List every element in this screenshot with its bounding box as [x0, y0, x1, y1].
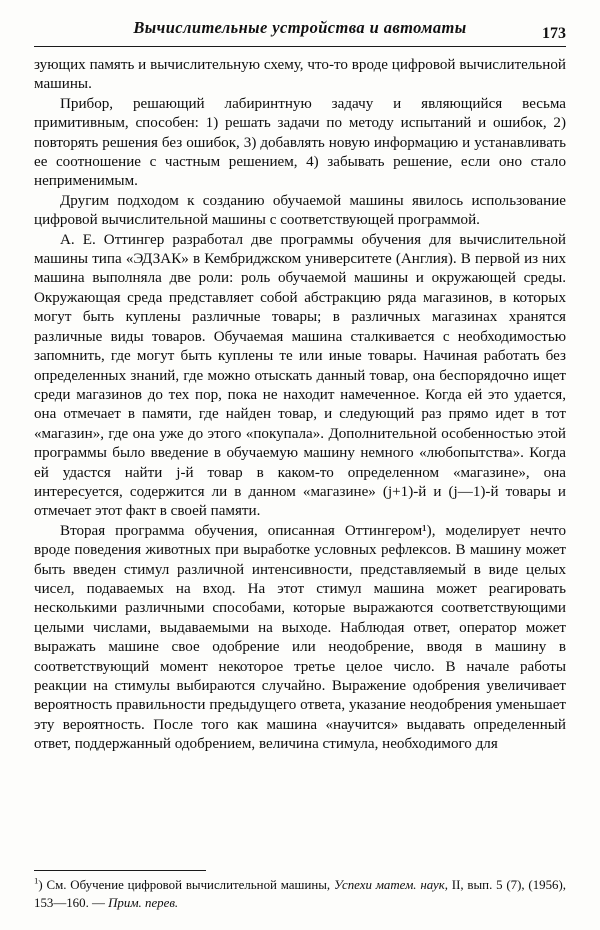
header-divider — [34, 46, 566, 47]
paragraph: зующих память и вычислительную схему, что-то вроде цифровой вычислительной машины. — [34, 57, 566, 93]
footnote-area — [34, 870, 566, 912]
running-title: Вычислительные устройства и автоматы — [133, 18, 467, 37]
footnote — [34, 877, 566, 912]
footnote-text-before: ) См. Обучение цифровой вычислительной машины, — [38, 878, 334, 893]
paragraph: А. Е. Оттингер разработал две программы обучения для вычислительной машины типа «ЭДЗАК» в Кембриджском университете (Англия). В первой из них машина выполняла две роли: роль обучаемой машины и окружающей среды. Окружающая среда представляет собой абстракцию ряда магазинов, в которых могут быть куплены различные товары; в различных магазинах хранятся различные виды товаров. Обучаемая машина сталкивается с необходимостью запомнить, где могут быть куплены те или иные товары. Начиная работать без определенных знаний, где можно отыскать данный товар, она беспорядочно ищет среди магазинов до тех пор, пока не находит намеченное. Когда ей это удается, она отмечает в памяти, где найден товар, и следующий раз прямо идет в тот «магазин», где она уже до этого «покупала». Дополнительной особенностью этой программы было введение в обучаемую машину немного «любопытства». Когда ей удастся найти j-й товар в каком-то определенном «магазине», она интересуется, содержится ли в данном «магазине» (j+1)-й и (j—1)-й товары и отмечает этот факт в своей памяти. — [34, 231, 566, 520]
paragraph-with-footnote-ref — [34, 522, 566, 755]
paragraph: Прибор, решающий лабиринтную задачу и являющийся весьма примитивным, способен: 1) решать задачи по методу испытаний и ошибок, 2) повторять решения без ошибок, 3) добавлять новую информацию и устанавливать ее соотношение с частным решением, 4) забывать решение, если оно стало неприменимым. — [34, 95, 566, 190]
paragraph: Другим подходом к созданию обучаемой машины явилось использование цифровой вычислительной машины с соответствующей программой. — [34, 192, 566, 229]
footnote-source: Успехи матем. наук, — [333, 878, 448, 893]
footnote-text-after: II, вып. 5 (7), (1956), 153—160. — — [34, 878, 567, 910]
footnote-marker: 1 — [34, 875, 39, 886]
body-text — [34, 56, 566, 755]
page-number: 173 — [542, 25, 566, 42]
footnote-translator-note: Прим. перев. — [108, 895, 179, 910]
page-header — [34, 18, 566, 44]
footnote-divider — [34, 870, 206, 871]
paragraph-text: Вторая программа обучения, описанная Оттингером¹), моделирует нечто вроде поведения животных при выработке условных рефлексов. В машину может быть введен стимул различной интенсивности, представляемый в виде целых чисел, подаваемых на вход. На этот стимул машина может реагировать несколькими различными способами, которые выражаются соответствующими целыми числами, выдаваемыми на выходе. Наблюдая ответ, оператор может выражать машине свое одобрение или неодобрение, вводя в машину в соответствующий момент некоторое третье целое число. В начале работы реакции на стимулы выбираются случайно. Выражение одобрения увеличивает вероятность правильности предыдущего ответа, указание неодобрения уменьшает эту вероятность. После того как машина «научится» выдавать определенный ответ, поддержанный одобрением, величина стимула, необходимого для — [34, 522, 566, 753]
